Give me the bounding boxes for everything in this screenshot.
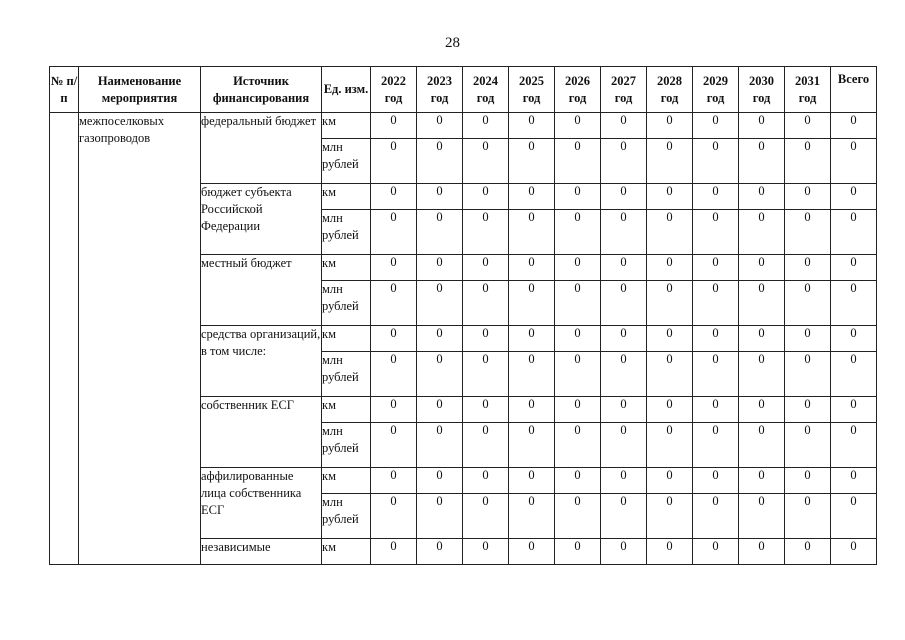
year-value: 0 — [417, 113, 463, 139]
year-value: 0 — [785, 539, 831, 565]
year-value: 0 — [463, 397, 509, 423]
unit-cell: млн рублей — [322, 281, 371, 326]
year-value: 0 — [601, 352, 647, 397]
year-value: 0 — [417, 281, 463, 326]
year-value: 0 — [463, 281, 509, 326]
funding-source: федеральный бюджет — [201, 113, 322, 184]
year-value: 0 — [509, 423, 555, 468]
header-name: Наименование мероприятия — [79, 67, 201, 113]
year-value: 0 — [417, 352, 463, 397]
year-value: 0 — [555, 255, 601, 281]
year-value: 0 — [417, 184, 463, 210]
year-value: 0 — [601, 423, 647, 468]
year-value: 0 — [417, 423, 463, 468]
year-value: 0 — [601, 539, 647, 565]
unit-cell: млн рублей — [322, 494, 371, 539]
unit-cell: млн рублей — [322, 210, 371, 255]
year-value: 0 — [509, 326, 555, 352]
year-value: 0 — [785, 113, 831, 139]
year-value: 0 — [555, 281, 601, 326]
year-value: 0 — [555, 397, 601, 423]
year-value: 0 — [509, 352, 555, 397]
year-value: 0 — [785, 139, 831, 184]
year-value: 0 — [555, 184, 601, 210]
year-value: 0 — [371, 113, 417, 139]
year-value: 0 — [647, 139, 693, 184]
total-value: 0 — [831, 468, 877, 494]
year-value: 0 — [739, 539, 785, 565]
year-value: 0 — [509, 184, 555, 210]
year-value: 0 — [371, 352, 417, 397]
page-number: 28 — [445, 35, 460, 51]
year-value: 0 — [509, 494, 555, 539]
unit-cell: млн рублей — [322, 423, 371, 468]
year-value: 0 — [463, 184, 509, 210]
funding-source: бюджет субъекта Российской Федерации — [201, 184, 322, 255]
year-value: 0 — [371, 397, 417, 423]
unit-cell: км — [322, 326, 371, 352]
year-value: 0 — [371, 210, 417, 255]
header-source: Источник финансирования — [201, 67, 322, 113]
year-value: 0 — [509, 139, 555, 184]
header-year: 2029 год — [693, 67, 739, 113]
year-value: 0 — [371, 423, 417, 468]
year-value: 0 — [463, 255, 509, 281]
year-value: 0 — [739, 255, 785, 281]
year-value: 0 — [693, 494, 739, 539]
year-value: 0 — [647, 539, 693, 565]
total-value: 0 — [831, 494, 877, 539]
year-value: 0 — [739, 397, 785, 423]
header-year: 2031 год — [785, 67, 831, 113]
year-value: 0 — [417, 255, 463, 281]
year-value: 0 — [463, 326, 509, 352]
year-value: 0 — [785, 423, 831, 468]
year-value: 0 — [693, 255, 739, 281]
year-value: 0 — [785, 468, 831, 494]
funding-source: средства организаций, в том числе: — [201, 326, 322, 397]
year-value: 0 — [693, 539, 739, 565]
year-value: 0 — [555, 352, 601, 397]
total-value: 0 — [831, 113, 877, 139]
year-value: 0 — [463, 113, 509, 139]
funding-source: независимые — [201, 539, 322, 565]
year-value: 0 — [693, 139, 739, 184]
table-body — [50, 113, 877, 565]
year-value: 0 — [601, 255, 647, 281]
total-value: 0 — [831, 352, 877, 397]
year-value: 0 — [693, 326, 739, 352]
year-value: 0 — [693, 423, 739, 468]
year-value: 0 — [463, 352, 509, 397]
year-value: 0 — [739, 281, 785, 326]
year-value: 0 — [417, 139, 463, 184]
header-year: 2027 год — [601, 67, 647, 113]
year-value: 0 — [555, 210, 601, 255]
year-value: 0 — [463, 139, 509, 184]
year-value: 0 — [555, 326, 601, 352]
year-value: 0 — [371, 326, 417, 352]
year-value: 0 — [647, 113, 693, 139]
year-value: 0 — [601, 494, 647, 539]
unit-cell: км — [322, 539, 371, 565]
year-value: 0 — [463, 468, 509, 494]
year-value: 0 — [647, 326, 693, 352]
year-value: 0 — [509, 210, 555, 255]
activity-name: межпоселковых газопроводов — [79, 113, 201, 565]
year-value: 0 — [785, 255, 831, 281]
year-value: 0 — [555, 139, 601, 184]
year-value: 0 — [509, 539, 555, 565]
funding-source: аффилированные лица собственника ЕСГ — [201, 468, 322, 539]
year-value: 0 — [647, 397, 693, 423]
financing-table — [49, 66, 877, 565]
year-value: 0 — [601, 468, 647, 494]
total-value: 0 — [831, 539, 877, 565]
header-row — [50, 67, 877, 113]
header-year: 2024 год — [463, 67, 509, 113]
total-value: 0 — [831, 139, 877, 184]
year-value: 0 — [693, 468, 739, 494]
year-value: 0 — [739, 326, 785, 352]
year-value: 0 — [785, 397, 831, 423]
year-value: 0 — [371, 468, 417, 494]
year-value: 0 — [417, 397, 463, 423]
header-total: Всего — [831, 67, 877, 113]
year-value: 0 — [509, 281, 555, 326]
unit-cell: млн рублей — [322, 139, 371, 184]
header-year: 2026 год — [555, 67, 601, 113]
year-value: 0 — [555, 494, 601, 539]
year-value: 0 — [785, 184, 831, 210]
funding-source: собственник ЕСГ — [201, 397, 322, 468]
table-row — [50, 113, 877, 139]
year-value: 0 — [693, 397, 739, 423]
year-value: 0 — [739, 139, 785, 184]
year-value: 0 — [785, 210, 831, 255]
year-value: 0 — [463, 423, 509, 468]
year-value: 0 — [693, 113, 739, 139]
year-value: 0 — [371, 539, 417, 565]
total-value: 0 — [831, 281, 877, 326]
year-value: 0 — [509, 113, 555, 139]
year-value: 0 — [463, 210, 509, 255]
funding-source: местный бюджет — [201, 255, 322, 326]
total-value: 0 — [831, 210, 877, 255]
year-value: 0 — [739, 423, 785, 468]
total-value: 0 — [831, 255, 877, 281]
year-value: 0 — [555, 113, 601, 139]
year-value: 0 — [739, 184, 785, 210]
year-value: 0 — [601, 326, 647, 352]
year-value: 0 — [463, 539, 509, 565]
year-value: 0 — [647, 281, 693, 326]
year-value: 0 — [601, 113, 647, 139]
year-value: 0 — [647, 255, 693, 281]
unit-cell: км — [322, 184, 371, 210]
year-value: 0 — [693, 184, 739, 210]
year-value: 0 — [463, 494, 509, 539]
year-value: 0 — [785, 281, 831, 326]
year-value: 0 — [739, 494, 785, 539]
year-value: 0 — [601, 184, 647, 210]
year-value: 0 — [647, 352, 693, 397]
year-value: 0 — [371, 255, 417, 281]
unit-cell: км — [322, 255, 371, 281]
unit-cell: млн рублей — [322, 352, 371, 397]
year-value: 0 — [647, 468, 693, 494]
header-year: 2023 год — [417, 67, 463, 113]
total-value: 0 — [831, 184, 877, 210]
header-year: 2028 год — [647, 67, 693, 113]
header-year: 2030 год — [739, 67, 785, 113]
year-value: 0 — [647, 184, 693, 210]
total-value: 0 — [831, 326, 877, 352]
year-value: 0 — [555, 539, 601, 565]
year-value: 0 — [739, 468, 785, 494]
year-value: 0 — [601, 281, 647, 326]
year-value: 0 — [647, 210, 693, 255]
header-num: № п/п — [50, 67, 79, 113]
year-value: 0 — [417, 494, 463, 539]
year-value: 0 — [509, 468, 555, 494]
year-value: 0 — [555, 468, 601, 494]
year-value: 0 — [785, 494, 831, 539]
year-value: 0 — [739, 210, 785, 255]
unit-cell: км — [322, 468, 371, 494]
year-value: 0 — [739, 113, 785, 139]
year-value: 0 — [601, 139, 647, 184]
year-value: 0 — [693, 352, 739, 397]
total-value: 0 — [831, 397, 877, 423]
year-value: 0 — [417, 468, 463, 494]
year-value: 0 — [417, 539, 463, 565]
year-value: 0 — [693, 210, 739, 255]
year-value: 0 — [785, 326, 831, 352]
year-value: 0 — [739, 352, 785, 397]
year-value: 0 — [647, 423, 693, 468]
year-value: 0 — [647, 494, 693, 539]
unit-cell: км — [322, 113, 371, 139]
unit-cell: км — [322, 397, 371, 423]
header-unit: Ед. изм. — [322, 67, 371, 113]
total-value: 0 — [831, 423, 877, 468]
header-year: 2022 год — [371, 67, 417, 113]
year-value: 0 — [693, 281, 739, 326]
year-value: 0 — [417, 210, 463, 255]
year-value: 0 — [555, 423, 601, 468]
year-value: 0 — [371, 184, 417, 210]
row-number-cell — [50, 113, 79, 565]
year-value: 0 — [417, 326, 463, 352]
year-value: 0 — [371, 139, 417, 184]
year-value: 0 — [371, 494, 417, 539]
year-value: 0 — [601, 397, 647, 423]
header-year: 2025 год — [509, 67, 555, 113]
year-value: 0 — [509, 397, 555, 423]
year-value: 0 — [509, 255, 555, 281]
year-value: 0 — [601, 210, 647, 255]
year-value: 0 — [371, 281, 417, 326]
year-value: 0 — [785, 352, 831, 397]
